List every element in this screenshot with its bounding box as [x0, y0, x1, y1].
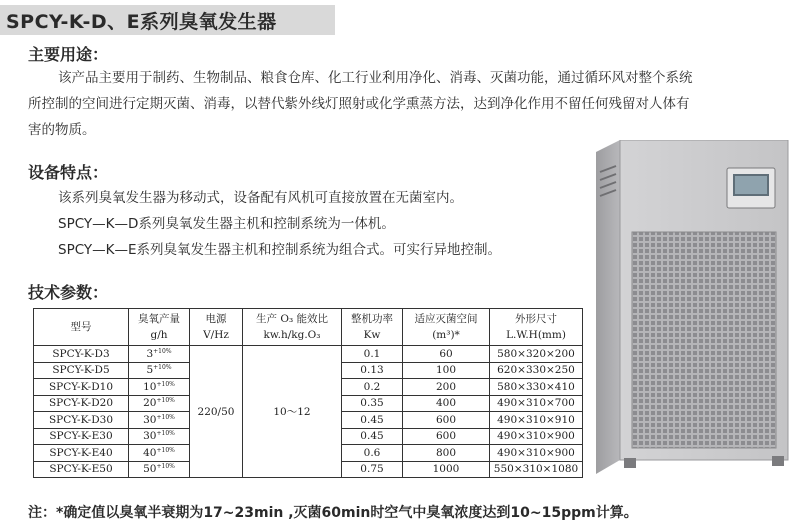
usage-text-line-1: 该产品主要用于制药、生物制品、粮食仓库、化工行业利用净化、消毒、灭菌功能，通过循环风对整个系统	[58, 70, 693, 86]
cell-size: 620×330×250	[490, 362, 583, 379]
cell-power: 0.35	[342, 395, 403, 412]
feature-item-1: 该系列臭氧发生器为移动式，设备配有风机可直接放置在无菌室内。	[58, 190, 463, 206]
feature-item-3: SPCY—K—E系列臭氧发生器主机和控制系统为组合式。可实行异地控制。	[58, 242, 502, 258]
header-output: 臭氧产量 g/h	[129, 309, 190, 346]
cell-power: 0.45	[342, 412, 403, 429]
cell-model: SPCY-K-D3	[34, 346, 129, 363]
cell-size: 490×310×700	[490, 395, 583, 412]
foot-right	[772, 456, 784, 466]
usage-text-line-2: 所控制的空间进行定期灭菌、消毒，以替代紫外线灯照射或化学熏蒸方法，达到净化作用不留任何残留对人体有	[28, 96, 690, 112]
cell-size: 580×320×200	[490, 346, 583, 363]
header-space: 适应灭菌空间 (m³)*	[403, 309, 490, 346]
cell-power: 0.75	[342, 461, 403, 478]
cell-output: $3^{+10\%}$	[129, 346, 190, 363]
header-efficiency: 生产 O₃ 能效比 kw.h/kg.O₃	[243, 309, 342, 346]
cell-power: 0.1	[342, 346, 403, 363]
cell-power: 0.13	[342, 362, 403, 379]
air-grille	[632, 232, 776, 448]
cell-space: 60	[403, 346, 490, 363]
cell-size: 490×310×900	[490, 428, 583, 445]
title-bar	[0, 5, 335, 35]
spec-table	[33, 308, 583, 478]
header-power: 整机功率 Kw	[342, 309, 403, 346]
footnote: 注：*确定值以臭氧半衰期为17~23min ,灭菌60min时空气中臭氧浓度达到10~15ppm计算。	[28, 505, 638, 521]
cell-size: 490×310×910	[490, 412, 583, 429]
cell-output: $50^{+10\%}$	[129, 461, 190, 478]
table-row	[34, 346, 583, 363]
ozone-generator-image	[596, 140, 791, 480]
cell-space: 600	[403, 412, 490, 429]
usage-heading: 主要用途：	[28, 45, 109, 64]
header-model: 型号	[34, 309, 129, 346]
cell-model: SPCY-K-D5	[34, 362, 129, 379]
cell-size: 490×310×900	[490, 445, 583, 462]
cell-output: $5^{+10\%}$	[129, 362, 190, 379]
cell-space: 100	[403, 362, 490, 379]
cell-power: 0.2	[342, 379, 403, 396]
cell-space: 200	[403, 379, 490, 396]
cell-model: SPCY-K-D20	[34, 395, 129, 412]
cell-space: 400	[403, 395, 490, 412]
device-side-panel	[596, 140, 620, 474]
page-title: SPCY-K-D、E系列臭氧发生器	[6, 11, 277, 33]
specs-heading: 技术参数：	[28, 283, 109, 302]
cell-model: SPCY-K-E40	[34, 445, 129, 462]
cell-space: 1000	[403, 461, 490, 478]
header-size: 外形尺寸 L.W.H(mm)	[490, 309, 583, 346]
features-heading: 设备特点：	[28, 163, 109, 182]
feature-item-2: SPCY—K—D系列臭氧发生器主机和控制系统为一体机。	[58, 216, 395, 232]
foot-left	[624, 458, 636, 468]
cell-space: 800	[403, 445, 490, 462]
cell-output: $30^{+10\%}$	[129, 412, 190, 429]
cell-output: $40^{+10\%}$	[129, 445, 190, 462]
cell-power: 0.6	[342, 445, 403, 462]
header-power-supply: 电源 V/Hz	[190, 309, 243, 346]
cell-model: SPCY-K-D30	[34, 412, 129, 429]
cell-power-supply: 220/50	[190, 346, 243, 478]
cell-model: SPCY-K-E50	[34, 461, 129, 478]
cell-space: 600	[403, 428, 490, 445]
cell-power: 0.45	[342, 428, 403, 445]
usage-text-line-3: 害的物质。	[28, 122, 96, 138]
cell-model: SPCY-K-E30	[34, 428, 129, 445]
cell-output: $10^{+10\%}$	[129, 379, 190, 396]
cell-model: SPCY-K-D10	[34, 379, 129, 396]
cell-output: $30^{+10\%}$	[129, 428, 190, 445]
cell-output: $20^{+10\%}$	[129, 395, 190, 412]
cell-efficiency: 10～12	[243, 346, 342, 478]
cell-size: 580×330×410	[490, 379, 583, 396]
table-header-row	[34, 309, 583, 346]
cell-size: 550×310×1080	[490, 461, 583, 478]
